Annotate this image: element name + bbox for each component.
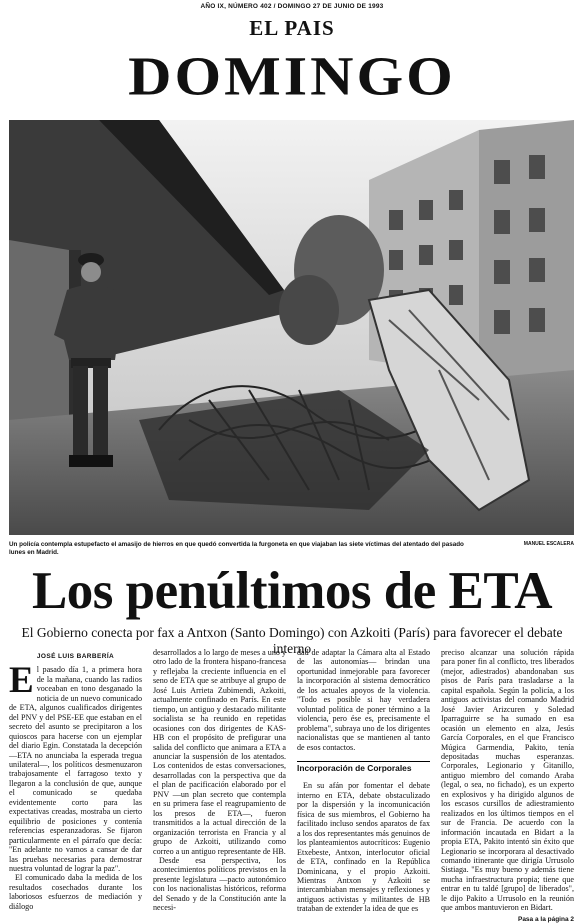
photo-credit: MANUEL ESCALERA — [523, 541, 574, 547]
photo-caption: Un policía contempla estupefacto el amasijo de hierros en que quedó convertida la furgoneta en que viajaban las siete víctimas del atentado del pasado lunes en Madrid. — [9, 541, 464, 556]
paragraph: En su afán por fomentar el debate interno en ETA, debate obstaculizado por la dispersión y la incomunicación física de sus miembros, el Gobierno ha facilitado incluso sendos aparatos de fax a los dos representantes más genuinos de los planteamientos autocríticos: Eugenio Etxebeste, Antxon, interlocutor oficial de ETA, confinado en la República Dominicana, y el propio Azkoiti. Mientras Antxon y Azkoiti se intercambiaban mensajes y reflexiones y antiguos activistas y militantes de HB trataban de extender la idea de que es — [297, 781, 430, 914]
paragraph: desarrollados a lo largo de meses a uno y otro lado de la frontera hispano-francesa y reflejaba la creciente influencia en el seno de ETA que se atribuye al grupo de José Luis Arrieta Zubimendi, Azkoiti, actualmente confinado en París. En este tiempo, un antiguo y destacado militante socialista se ha reunido en repetidas ocasiones con dos dirigentes de KAS-HB con el propósito de prefigurar una salida del conflicto que animara a ETA a anunciar la suspensión de los atentados. Los contenidos de estas conversaciones, desarrolladas con la perspectiva que da el plan de pacificación elaborado por el PNV —un plan secreto que contempla en su primera fase el reagrupamiento de los presos de ETA—, fueron transmitidos a la actual dirección de la organización terrorista en Francia y al grupo de Azkoiti, utilizando como correo a un antiguo representante de HB. — [153, 648, 286, 856]
paragraph: Desde esa perspectiva, los acontecimientos políticos previstos en la presente legislatura —pacto autonómico con los nacionalistas históricos, reforma del Senado y de la Constitución ante la necesi- — [153, 855, 286, 913]
paragraph: dad de adaptar la Cámara alta al Estado de las autonomías— brindan una oportunidad inmejorable para favorecer la incorporación al sistema democrático de los actuales apoyos de la violencia. "Todo es posible si hay verdadera voluntad política de poner término a la violencia, pero ése es, precisamente el problema", subraya uno de los dirigentes nacionalistas que se mantienen al tanto de esos contactos. — [297, 648, 430, 752]
article-column-1 — [9, 648, 142, 911]
article-column-3 — [297, 648, 430, 914]
section-subtitle: Incorporación de Corporales — [297, 761, 430, 773]
article-subhead: El Gobierno conecta por fax a Antxon (Santo Domingo) con Azkoiti (París) para favorecer el debate interno — [21, 625, 563, 656]
dateline: AÑO IX, NÚMERO 402 / DOMINGO 27 DE JUNIO DE 1993 — [200, 3, 384, 10]
paragraph: l pasado día 1, a primera hora de la mañana, cuando las radios voceaban en tono desganado la noticia de un nuevo comunicado de ETA, algunos cualificados dirigentes del PNV y del PSE-EE que estaban en el secreto del asunto se precipitaron a los quioscos para hacerse con un ejemplar del diario Egin. Constatada la decepción —ETA no anunciaba la esperada tregua unilateral—, los políticos desmenuzaron trabajosamente el farragoso texto y llegaron a la conclusión de que, aunque el comunicado se quedaba evidentemente corto para las expectativas creadas, mostraba un cierto equilibrio de posiciones y contenía referencias esperanzadoras. Se fijaron particularmente en el párrafo que decía: "En adelante no vamos a cansar de dar las pruebas necesarias para demostrar nuestra voluntad de lograr la paz". — [9, 665, 142, 873]
continued-link[interactable]: Pasa a la página 2 — [517, 915, 574, 923]
article-body — [9, 648, 575, 923]
section-title: DOMINGO — [128, 45, 456, 107]
paragraph: preciso alcanzar una solución rápida para poner fin al conflicto, tres liberados (mejor, adiestrados) abandonaban sus pisos de París para trasladarse a la capital española. Según la policía, a los antiguos activistas del comando Madrid José Javier Arizcuren y Soledad Iparraguirre se ha sumado en esa ocasión un elemento en alza, Jesús García Corporales, en el que Francisco Múgica Garmendia, Pakito, tenía depositadas muchas esperanzas. Corporales, Legionario y Gitanillo, antiguo miembro del comando Araba (legal, o sea, no fichado), es un experto en explosivos y ha dirigido algunos de los escasos cursillos de adiestramiento realizados en los últimos tiempos en el sur de Francia. De acuerdo con la información incautada en Bidart a la propia ETA, Pakito intentó sin éxito que Legionario se incorporara al desactivado comando itinerante que dirigía Urrusolo Sistiaga. "Es muy bueno y además tiene mucha infraestructura propia; tiene que entrar en tu taldé [grupo] de liberados", le dijo Pakito a Urrusolo en la reunión que ambos mantuvieron en Bidart. — [441, 648, 574, 913]
article-headline: Los penúltimos de ETA — [31, 562, 553, 620]
front-photo — [9, 120, 574, 535]
paragraph: El comunicado daba la medida de los resultados cosechados durante los laboriosos esfuerzos de mediación y diálogo — [9, 873, 142, 911]
article-column-2 — [153, 648, 286, 913]
drop-cap: E — [9, 660, 34, 702]
masthead-brand: EL PAIS — [249, 16, 335, 40]
byline: JOSÉ LUIS BARBERÍA — [36, 653, 115, 660]
